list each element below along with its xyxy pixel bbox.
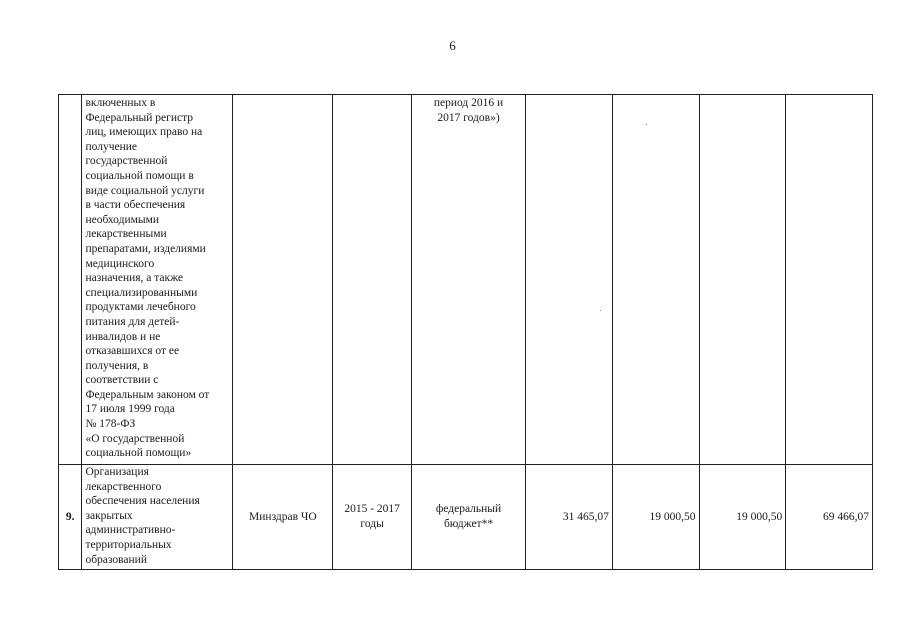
name-line: «О государственной <box>85 432 185 445</box>
cell-funding-source <box>411 465 525 570</box>
name-line: социальной помощи в <box>85 169 194 182</box>
table-row-continuation <box>59 95 873 465</box>
name-line: 17 июля 1999 года <box>85 403 175 416</box>
name-line: получение <box>85 140 137 153</box>
cell-value-2017: 19 000,50 <box>699 465 786 570</box>
source-line: 2017 годов») <box>437 111 500 124</box>
name-line: Организация <box>85 466 149 478</box>
cell-executor: Минздрав ЧО <box>233 465 333 570</box>
name-line: государственной <box>85 155 168 168</box>
cell-value-empty <box>699 95 786 465</box>
table-row-9 <box>59 465 873 570</box>
name-line: включенных в <box>85 97 156 109</box>
scan-speck <box>600 310 601 311</box>
name-line: территориальных <box>85 538 172 551</box>
name-line: медицинского <box>85 257 155 270</box>
scan-speck <box>646 124 647 125</box>
source-line: федеральный <box>435 503 502 516</box>
name-line: Федеральным законом от <box>85 388 210 401</box>
name-line: лиц, имеющих право на <box>85 126 203 139</box>
name-line: образований <box>85 553 147 566</box>
name-line: № 178-ФЗ <box>85 418 136 431</box>
name-line: виде социальной услуги <box>85 184 205 197</box>
name-line: препаратами, изделиями <box>85 242 206 255</box>
source-line: бюджет** <box>443 518 494 530</box>
cell-value-empty <box>612 95 699 465</box>
name-line: социальной помощи» <box>85 447 192 460</box>
cell-funding-source <box>411 95 525 465</box>
cell-term-empty <box>333 95 412 465</box>
name-line: лекарственными <box>85 228 167 241</box>
name-line: в части обеспечения <box>85 199 186 212</box>
term-line: 2015 - 2017 <box>344 503 400 516</box>
name-line: обеспечения населения <box>85 495 200 508</box>
cell-value-total: 69 466,07 <box>786 465 873 570</box>
name-line: административно- <box>85 524 176 537</box>
name-line: продуктами лечебного <box>85 301 196 314</box>
term-line: годы <box>360 518 384 530</box>
name-line: специализированными <box>85 286 198 299</box>
source-line: период 2016 и <box>433 97 504 109</box>
cell-row-number: 9. <box>59 465 82 570</box>
name-line: Федеральный регистр <box>85 111 194 124</box>
program-table <box>58 94 873 570</box>
cell-measure-name <box>82 95 233 465</box>
cell-value-empty <box>526 95 613 465</box>
name-line: закрытых <box>85 509 133 522</box>
name-line: лекарственного <box>85 480 162 493</box>
cell-num-empty <box>59 95 82 465</box>
cell-value-2015: 31 465,07 <box>526 465 613 570</box>
name-line: отказавшихся от ее <box>85 345 180 358</box>
name-line: необходимыми <box>85 213 160 226</box>
name-line: питания для детей- <box>85 315 180 328</box>
cell-executor-empty <box>233 95 333 465</box>
name-line: инвалидов и не <box>85 330 161 343</box>
name-line: соответствии с <box>85 374 159 387</box>
name-line: получения, в <box>85 359 149 372</box>
cell-term <box>333 465 412 570</box>
cell-value-2016: 19 000,50 <box>612 465 699 570</box>
page-number: 6 <box>449 38 456 53</box>
cell-measure-name <box>82 465 233 570</box>
name-line: назначения, а также <box>85 272 184 285</box>
cell-value-empty <box>786 95 873 465</box>
